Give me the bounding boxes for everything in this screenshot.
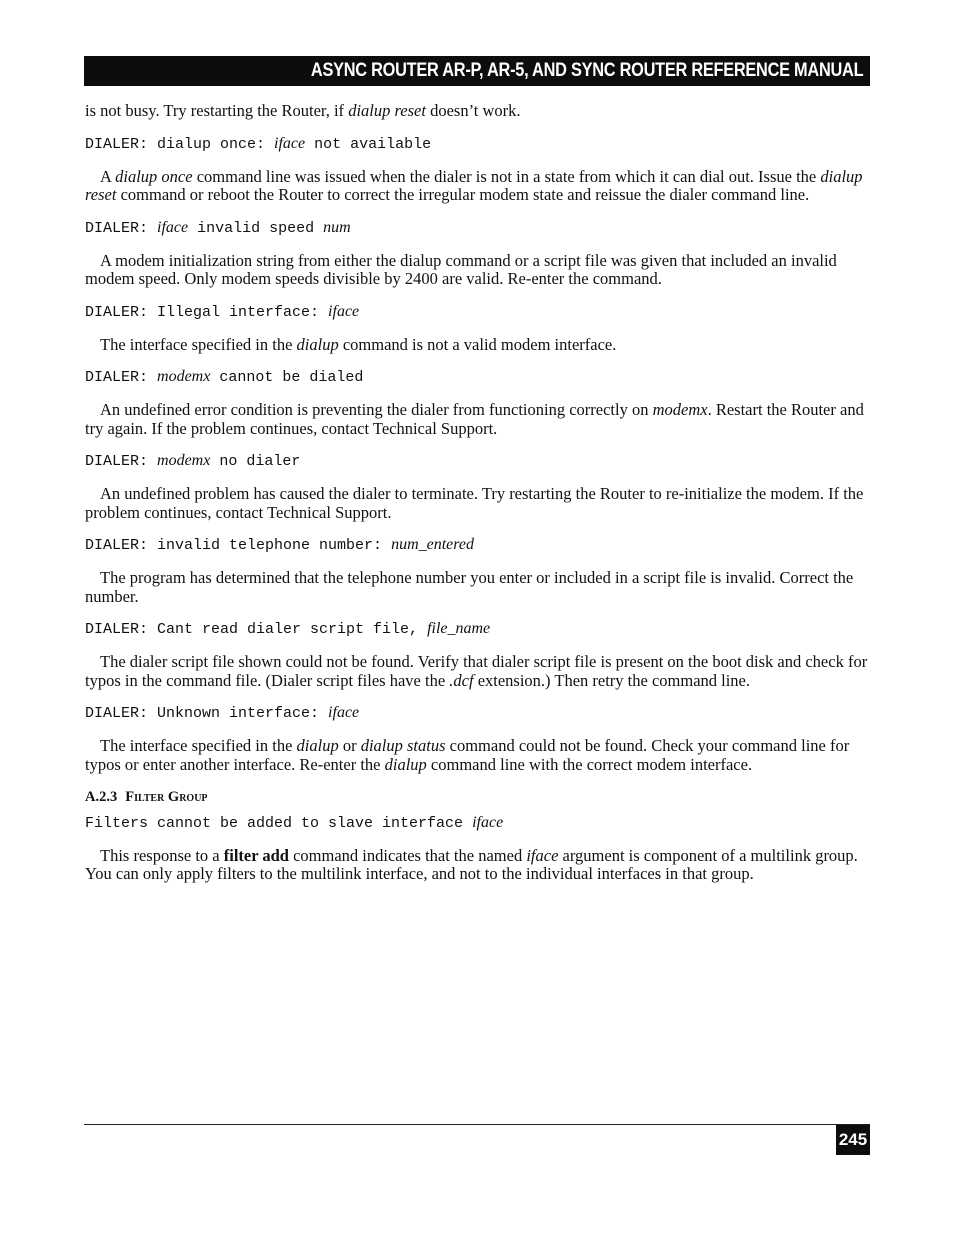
paragraph: The interface specified in the dialup command is not a valid modem interface. bbox=[100, 334, 617, 354]
section-heading: A.2.3 Filter Group bbox=[85, 789, 208, 805]
paragraph: The program has determined that the telephone number you enter or included in a script file is invalid. Correct the number. bbox=[85, 568, 854, 606]
paragraph: A dialup once command line was issued when the dialer is not in a state from which it can dial out. Issue the dialup reset command or reboot the Router to correct the irregular modem state and reissue the dialer command line. bbox=[85, 166, 863, 204]
error-message: DIALER: modemx cannot be dialed bbox=[85, 368, 364, 386]
error-message: DIALER: Cant read dialer script file, file_name bbox=[85, 620, 491, 638]
paragraph: The interface specified in the dialup or dialup status command could not be found. Check your command line for typos or enter another interface. Re-enter the dialup command line with the correct modem interface. bbox=[85, 736, 850, 774]
error-message: DIALER: invalid telephone number: num_entered bbox=[85, 536, 474, 554]
paragraph: A modem initialization string from either the dialup command or a script file was given that included an invalid modem speed. Only modem speeds divisible by 2400 are valid. Re-enter the command. bbox=[85, 250, 837, 288]
paragraph: is not busy. Try restarting the Router, if dialup reset doesn’t work. bbox=[85, 101, 521, 120]
header-bar bbox=[84, 56, 870, 86]
error-message: DIALER: Unknown interface: iface bbox=[85, 704, 360, 722]
error-message: DIALER: Illegal interface: iface bbox=[85, 302, 360, 321]
footer-rule bbox=[84, 1124, 870, 1125]
paragraph: An undefined error condition is preventing the dialer from functioning correctly on modemx. Restart the Router and try again. If the problem continues, contact Technical Support. bbox=[85, 400, 864, 438]
paragraph: An undefined problem has caused the dialer to terminate. Try restarting the Router to re-initialize the modem. If the problem continues, contact Technical Support. bbox=[85, 484, 864, 522]
error-message: DIALER: dialup once: iface not available bbox=[85, 134, 432, 153]
error-message: DIALER: modemx no dialer bbox=[85, 452, 301, 470]
page-body bbox=[85, 102, 868, 884]
error-message: DIALER: iface invalid speed num bbox=[85, 218, 351, 237]
paragraph: The dialer script file shown could not be found. Verify that dialer script file is present on the boot disk and check for typos in the command file. (Dialer script files have the .dcf extension.) Then retry the command line. bbox=[85, 652, 868, 690]
manual-title: ASYNC ROUTER AR-P, AR-5, AND SYNC ROUTER REFERENCE MANUAL bbox=[310, 60, 863, 81]
error-message: Filters cannot be added to slave interface iface bbox=[85, 813, 504, 832]
page-number: 245 bbox=[836, 1125, 870, 1155]
paragraph: This response to a filter add command indicates that the named iface argument is component of a multilink group. You can only apply filters to the multilink interface, and not to the individual interfaces in that group. bbox=[85, 845, 858, 883]
